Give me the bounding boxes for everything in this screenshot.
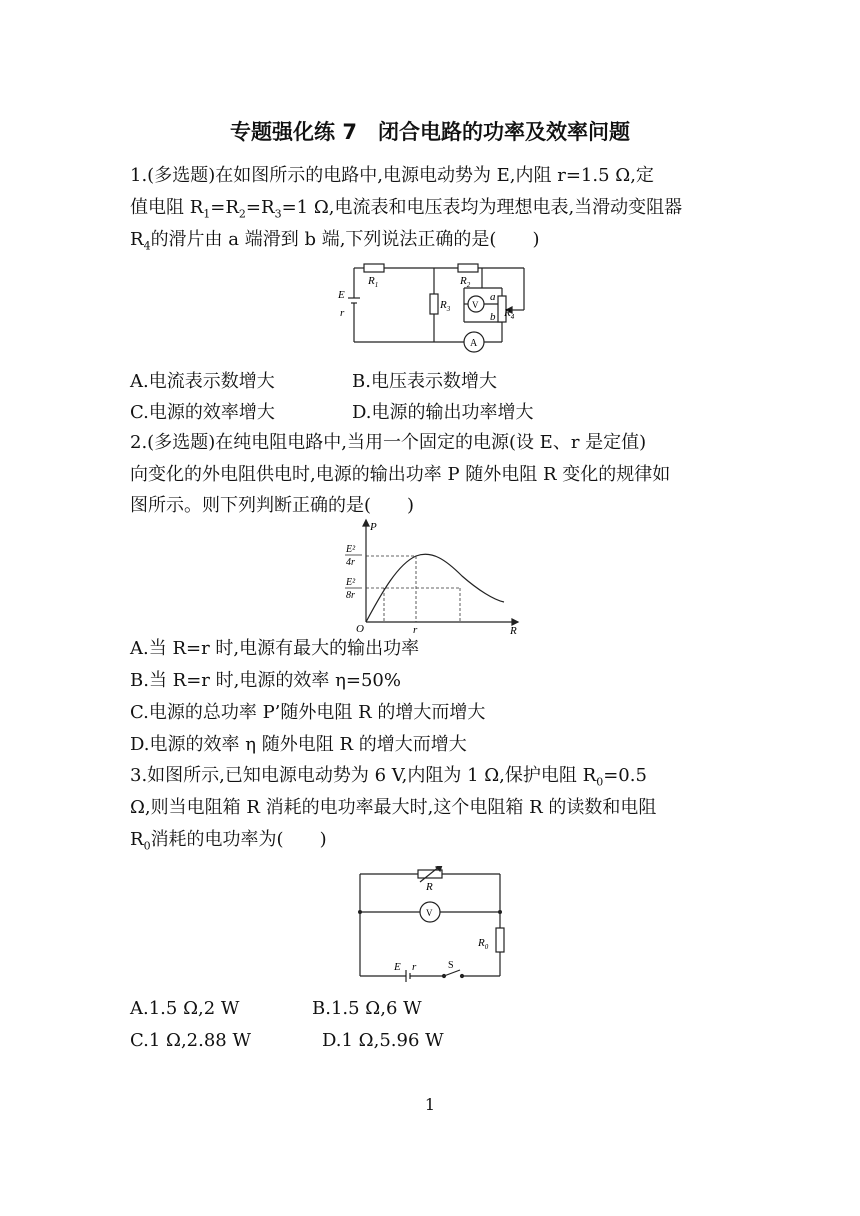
q3-option-c: C.1 Ω,2.88 W [130,1030,251,1051]
q1-option-c: C.电源的效率增大 [130,402,275,423]
svg-text:V: V [472,300,479,310]
q1-option-b: B.电压表示数增大 [352,371,497,392]
svg-text:R1: $R_1$ [368,275,379,289]
svg-text:R: R [510,625,517,637]
svg-text:E: E [394,961,401,973]
q2-line-1: 2.(多选题)在纯电阻电路中,当用一个固定的电源(设 E、r 是定值) [130,432,647,453]
svg-text:r: r [413,624,418,636]
svg-text:r: r [340,307,345,319]
q2-line-2: 向变化的外电阻供电时,电源的输出功率 P 随外电阻 R 变化的规律如 [130,464,671,485]
q1-option-d: D.电源的输出功率增大 [352,402,534,423]
svg-text:R: R [426,881,433,893]
q2-option-c: C.电源的总功率 P’随外电阻 R 的增大而增大 [130,702,486,723]
q3-option-a: A.1.5 Ω,2 W [130,998,240,1019]
q1-option-a: A.电流表示数增大 [130,371,275,392]
q3-option-b: B.1.5 Ω,6 W [312,998,422,1019]
q2-power-graph [336,518,526,638]
q2-line-3: 图所示。则下列判断正确的是( ) [130,495,415,516]
svg-text:4r: 4r [346,557,355,568]
q3-option-d: D.1 Ω,5.96 W [322,1030,444,1051]
q1-circuit-diagram [334,260,534,356]
q1-line-2: 值电阻 $R_1=R_2=R_3=1$ Ω,电流表和电压表均为理想电表,当滑动变阻器 [130,197,683,221]
svg-text:R3: $R_3$ [440,299,451,313]
svg-text:8r: 8r [346,590,355,601]
q3-line-1: 3.如图所示,已知电源电动势为 6 V,内阻为 1 Ω,保护电阻 $R_0=0.5$ [130,765,647,789]
q2-option-d: D.电源的效率 η 随外电阻 R 的增大而增大 [130,734,467,755]
page-title: 专题强化练 7 闭合电路的功率及效率问题 [230,120,630,144]
q1-line-3: $R_4$的滑片由 a 端滑到 b 端,下列说法正确的是( ) [130,229,540,253]
q3-circuit-diagram [352,866,512,982]
svg-text:b: b [490,311,496,323]
svg-text:O: O [356,623,364,635]
q3-line-3: $R_0$消耗的电功率为( ) [130,829,327,853]
svg-text:P: P [370,521,377,533]
q2-option-a: A.当 R=r 时,电源有最大的输出功率 [130,638,420,659]
svg-text:S: S [448,960,454,971]
q1-line-1: 1.(多选题)在如图所示的电路中,电源电动势为 E,内阻 r=1.5 Ω,定 [130,165,654,186]
page-number: 1 [424,1095,436,1114]
svg-text:r: r [412,961,417,973]
svg-text:a: a [490,291,496,303]
svg-text:R2: $R_2$ [460,275,471,289]
svg-text:E: E [338,289,345,301]
q2-option-b: B.当 R=r 时,电源的效率 η=50% [130,670,401,691]
svg-text:E²: E² [346,544,356,555]
svg-text:A: A [470,338,478,349]
svg-text:R0: $R_0$ [478,937,489,951]
q3-line-2: Ω,则当电阻箱 R 消耗的电功率最大时,这个电阻箱 R 的读数和电阻 [130,797,657,818]
svg-text:E²: E² [346,577,356,588]
svg-text:R4: $R_4$ [504,307,515,321]
svg-text:V: V [426,908,433,918]
